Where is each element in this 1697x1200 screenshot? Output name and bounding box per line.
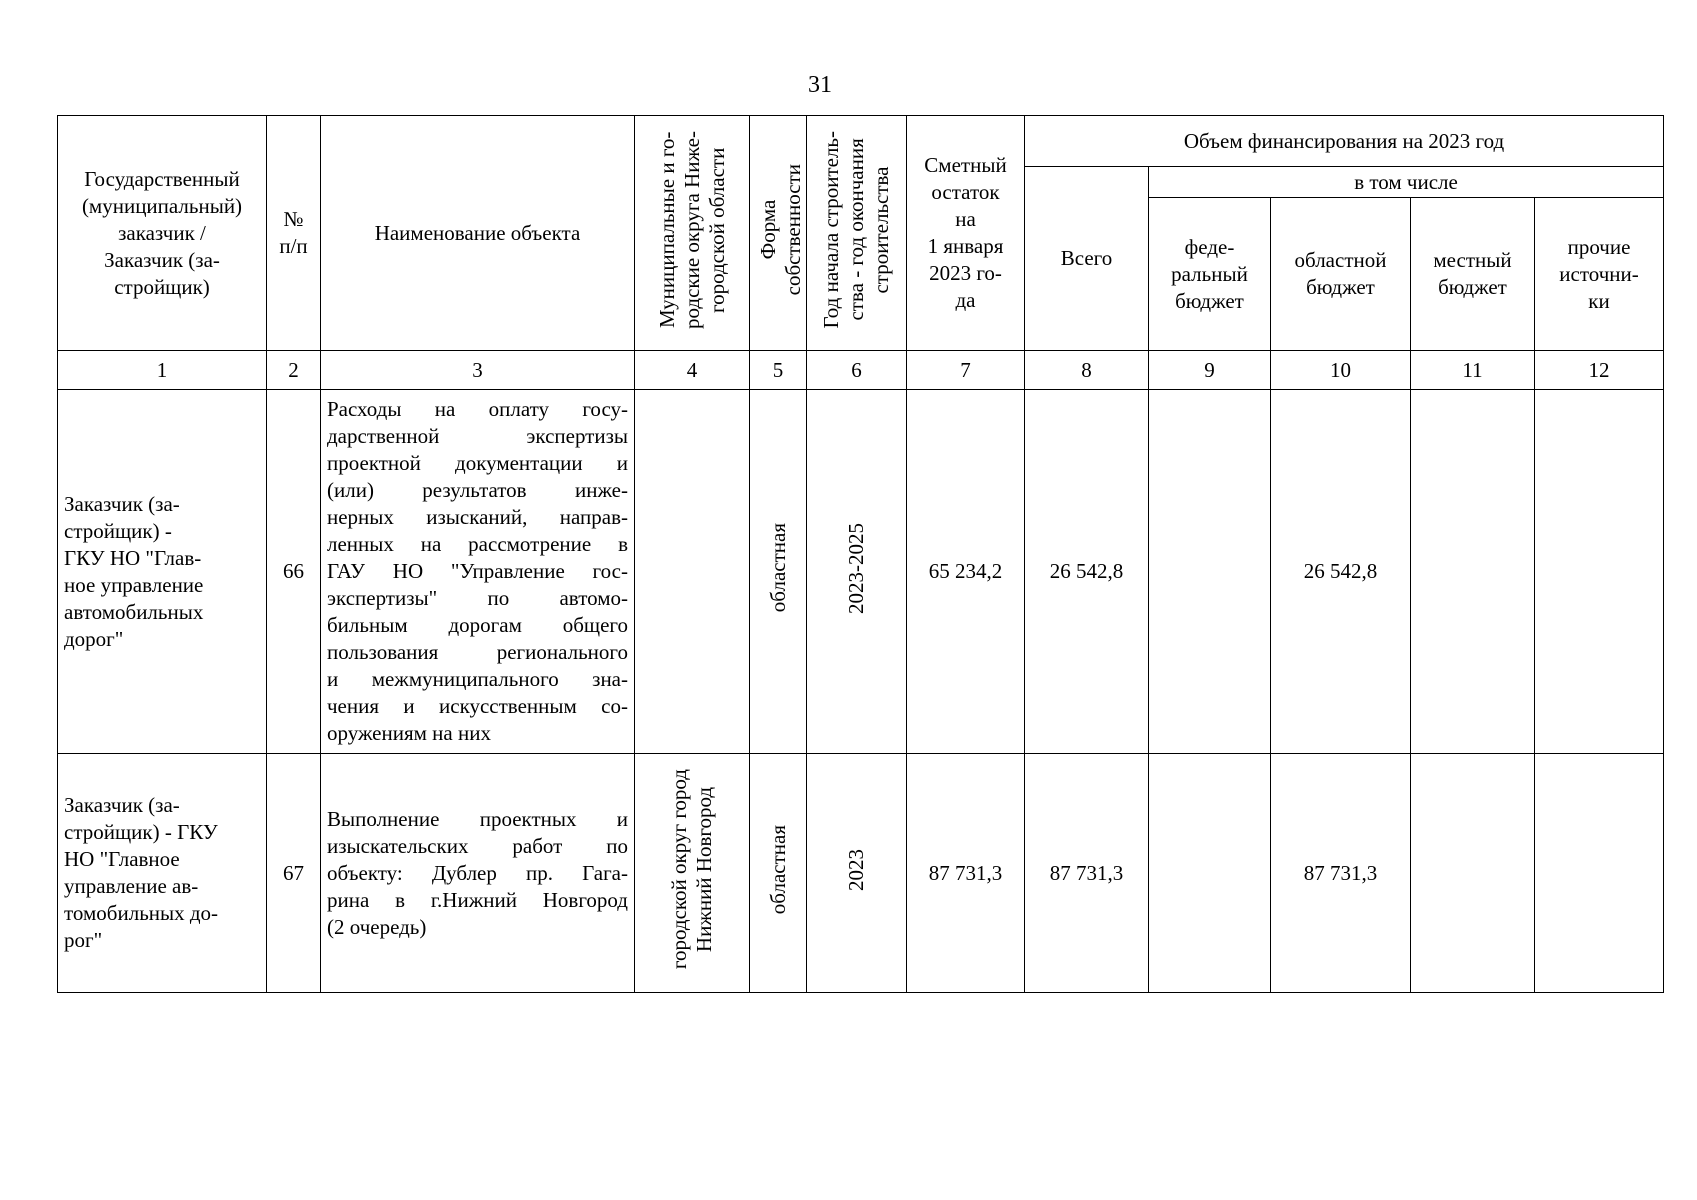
text-line: (муниципальный) [81,193,243,218]
text-line: феде- [1184,234,1235,259]
text-line: да [955,288,976,312]
header-num [267,116,321,351]
cell-municipal [635,390,750,754]
text-line: бюджет [1306,275,1375,299]
table-row [58,390,1664,754]
text-line: Выполнение проектных и [327,806,628,831]
text-line: Государственный [84,166,240,191]
text-line: № [283,207,304,231]
text-line: городской области [704,146,729,313]
column-number: 12 [1535,351,1664,390]
column-number: 11 [1411,351,1535,390]
text-line: источни- [1559,261,1639,286]
column-number: 8 [1025,351,1149,390]
text-line: на [955,207,976,231]
text-line: местный [1433,248,1512,272]
text-line: НО "Главное [64,847,180,871]
text-line: ленных на рассмотрение в [327,532,628,556]
cell-total: 87 731,3 [1025,754,1149,993]
text-line: родские округа Ниже- [679,130,704,329]
text-line: ГКУ НО "Глав- [64,545,202,570]
cell-object-name [321,754,635,993]
column-number: 5 [750,351,807,390]
text-line: дорог" [64,626,124,651]
header-including: в том числе [1149,167,1664,198]
column-number: 7 [907,351,1025,390]
text-line: (2 очередь) [327,914,427,939]
text-line: (или) результатов инже- [327,478,628,502]
cell-federal [1149,754,1271,993]
text-line: томобильных до- [64,901,219,925]
header-estimate [907,116,1025,351]
header-ownership [750,116,807,351]
text-line: 1 января [927,234,1004,258]
text-line: Расходы на оплату госу- [327,397,628,421]
header-object-name: Наименование объекта [321,116,635,351]
text-line: рог" [64,928,103,952]
text-line: прочие [1567,234,1631,259]
column-number: 4 [635,351,750,390]
header-regional [1271,198,1411,351]
text-line: пользования регионального [327,640,628,664]
text-line: ства - год окончания [844,138,868,321]
cell-estimate: 87 731,3 [907,754,1025,993]
text-line: ки [1588,288,1610,313]
text-line: п/п [279,234,308,258]
cell-total: 26 542,8 [1025,390,1149,754]
cell-ownership: областная [750,390,807,754]
cell-years: 2023 [807,754,907,993]
text-line: стройщик) - [64,518,172,543]
text-line: проектной документации и [327,451,628,475]
column-numbers-row [58,351,1664,390]
text-line: Сметный [924,153,1007,177]
column-number: 6 [807,351,907,390]
header-financing: Объем финансирования на 2023 год [1025,116,1664,167]
cell-estimate: 65 234,2 [907,390,1025,754]
text-line: стройщик) - ГКУ [64,820,218,844]
text-line: остаток [931,180,1000,204]
cell-object-name [321,390,635,754]
text-line: Заказчик (за- [64,491,180,516]
column-number: 3 [321,351,635,390]
cell-local [1411,754,1535,993]
header-other [1535,198,1664,351]
text-line: управление ав- [64,874,199,898]
text-line: Заказчик (за- [104,247,220,272]
text-line: бильным дорогам общего [327,613,628,637]
cell-num: 67 [267,754,321,993]
text-line: Форма [756,199,780,260]
cell-ownership: областная [750,754,807,993]
cell-customer [58,390,267,754]
cell-other [1535,754,1664,993]
header-customer [58,116,267,351]
text-line: Год начала строитель- [819,130,843,329]
text-line: строительства [869,165,893,293]
cell-federal [1149,390,1271,754]
header-municipal [635,116,750,351]
column-number: 9 [1149,351,1271,390]
text-line: стройщик) [114,274,210,299]
text-line: бюджет [1175,288,1244,313]
text-line: нерных изысканий, направ- [327,505,628,529]
cell-regional: 87 731,3 [1271,754,1411,993]
text-line: дарственной экспертизы [327,424,628,448]
text-line: Муниципальные и го- [654,131,679,328]
header-total: Всего [1025,167,1149,351]
text-line: изыскательских работ по [327,833,628,858]
column-number: 1 [58,351,267,390]
text-line: автомобильных [64,599,204,624]
table-row [58,754,1664,993]
header-years [807,116,907,351]
text-line: 2023 го- [929,261,1002,285]
text-line: заказчик / [118,220,206,245]
text-line: оружениям на них [327,721,491,745]
page-number: 31 [808,72,832,98]
text-line: собственности [781,163,805,296]
text-line: ГАУ НО "Управление гос- [327,559,628,583]
text-line: ное управление [64,572,204,597]
cell-num: 66 [267,390,321,754]
cell-customer [58,754,267,993]
cell-municipal [635,754,750,993]
text-line: городской округ город [667,769,691,970]
cell-other [1535,390,1664,754]
text-line: Заказчик (за- [64,793,180,817]
cell-regional: 26 542,8 [1271,390,1411,754]
text-line: бюджет [1438,275,1507,299]
text-line: областной [1294,248,1387,272]
text-line: чения и искусственным со- [327,694,628,718]
column-number: 10 [1271,351,1411,390]
column-number: 2 [267,351,321,390]
cell-years: 2023-2025 [807,390,907,754]
header-federal [1149,198,1271,351]
financing-table [57,115,1664,993]
text-line: экспертизы" по автомо- [327,586,628,610]
text-line: Нижний Новгород [692,786,716,953]
text-line: объекту: Дублер пр. Гага- [327,860,628,885]
header-local [1411,198,1535,351]
cell-local [1411,390,1535,754]
text-line: рина в г.Нижний Новгород [327,887,628,912]
text-line: и межмуниципального зна- [327,667,628,691]
text-line: ральный [1171,261,1248,286]
